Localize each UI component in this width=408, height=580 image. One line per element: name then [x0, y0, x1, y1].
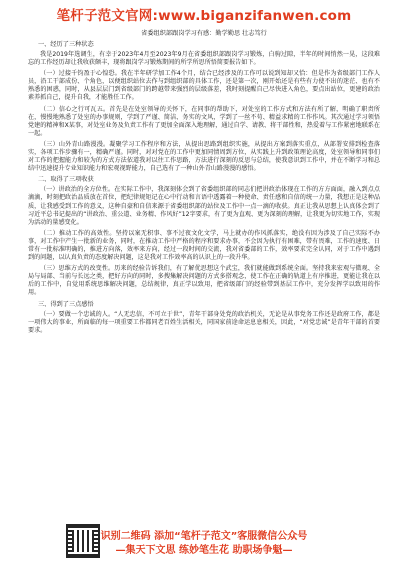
paragraph: （三）山外青山路漫漫。凝聚学习工作程序和方法，从提出思路到组织实施，从提出方案到落实重点，从部署安排到检查落实，各项工作步骤有一，精确严谨。同时，对对党在的工作中更加同情周到方位，从实践上升到政策理论高度，处室领导和同事们对工作的把握能力和较为的方式方法依道我对以往工作思路，方法进行深刻的反思与总结，使我意识到工作中，并在不断学习和总结中迅速提升专业知识能力和宏观视野能力，自己选有了一种山外青山路漫漫的感悟。 — [28, 140, 380, 173]
site-banner-text[interactable]: 笔杆子范文官网:www.biganzifanwen.com — [56, 8, 352, 24]
footer — [0, 530, 408, 558]
paragraph: （一）讲政治的全方位性。在实际工作中，我深刻体会到了省委组织部的同志们把讲政治体现在工作的方方面面，融入到点点滴滴，时刻把政治品质放在首位，把纪律规矩记在心中行动和言语中透露着一种使命、责任感和自信的统一力量，我想正是这种品质，让我感受到工作的意义，这种自豪和自信来源于省委组织部的站位及工作中一点一滴的收获。真正让我从思想上认真体会到了习近平总书记提出的“讲政治、重公道、业务精、作风好”12字要求，有了更为直观、更为深刻的理解，让我更为切实地工作，实现为活动的量感变化。 — [28, 186, 380, 226]
document-sections — [28, 41, 380, 335]
footer-line-2: —集天下文思 练妙笔生花 助职场争魁— — [115, 545, 293, 556]
paragraph: 我是2019年选调生，有幸于2023年4月至2023年9月在省委组织部跟岗学习锻炼，白驹过隙，半年的时间悄然一晃，这段难忘的工作经历却让我收获颇丰，现将跟岗学习锻炼期间的所学所思所悟简要报告如下。 — [28, 51, 380, 67]
site-banner — [0, 0, 408, 28]
section-heading: 三、得到了三点感悟 — [38, 300, 94, 308]
paragraph: （三）思维方式的改变性。历来的经验告诉我们，有了解优思想这个武宝，我们就能做到系统全面。坚持我来宏观与微观、全局与局部、当前与长远之类，把好方向的同时，多搜集解决问题的方式多搭观念，使工作在正确的轨道上有序推进，更能让我在以后的工作中，自觉用系统思维解决问题，总结规律，真正学以致用，把省级部门的经验带到基层工作中，充分发挥学以致用的作用。 — [28, 265, 380, 297]
document-title: 省委组织部跟岗学习有感：勤学勤思 壮志笃行 — [141, 30, 267, 37]
paragraph: （一）过接千钧盈于心惶恐。我在半年研学加工作4个月，结合已经涉及的工作可以说到知却又恰：但是作为省级部门工作人员，沿工干部成份、个角色，以便组织站位去作与到组织部的具体工作，还是第一次，刚开始还是有些有力使不出的迷茫、也有不熟悉的困惑，同时，从县层层门到省级部门的跨越带来强烈的层级落差，我时刻提醒自己尽快进入角色，要点出站位，更建的政治素养抓自己，提升自我，才能胜任工作。 — [28, 70, 380, 102]
paragraph: （一）要做一个忠诚的人。“人无忠信，不可立于世”，青年干部身处党的政治机关，无论是从事党务工作还是政府工作，都是一项伟大的事业，所面临的每一项重要工作都同老百姓生活相关，同国家前途命运息息相关，因此，“对党忠诚”是青年干部的首要要求。 — [28, 310, 380, 334]
section-heading: 一、经历了三种状态 — [38, 41, 94, 48]
section-heading: 二、取得了三项收获 — [38, 176, 94, 184]
document-body — [28, 30, 380, 500]
paragraph: （二）推动工作的高效性。坚持以案无积事、事不过夜文化文学，马上就办的作风抓落实，绝没有因为涉及了自己实际不办事，对工作中产生一批新的业务，同时，在推动工作中严格的程序和要求办事，不会因为执行有困难，带有畏难，工作的速度、日常有一批标准明确的，推进方向落，效率来方向，经过一段时间的交流，我对省委部的工作，效率要求完全认同，对于工作中遇到到的问题，以认真负责的态度解决问题，这是我对工作效率高的认识上的一段升华。 — [28, 229, 380, 262]
footer-line-1: 识别二维码 添加“笔杆子范文”客服微信公众号 — [100, 531, 308, 542]
paragraph: （二）信心之行可瓦五。首先是在处室领导的关怀下，在同事的帮助下，对处室的工作方式和方法有所了解，明确了职责所在，慢慢地熟悉了处室的办事规则，学到了严谨、简洁、务实的文风，学到了一丝不苟、精益求精的工作作风。其次通过学习领悟党建的精神和X某事，对处室业务及负责工作有了更加全面深入地理解，通过自学、请教、将干部性和，热爱着与工作紧密地联系在一起。 — [28, 105, 380, 137]
